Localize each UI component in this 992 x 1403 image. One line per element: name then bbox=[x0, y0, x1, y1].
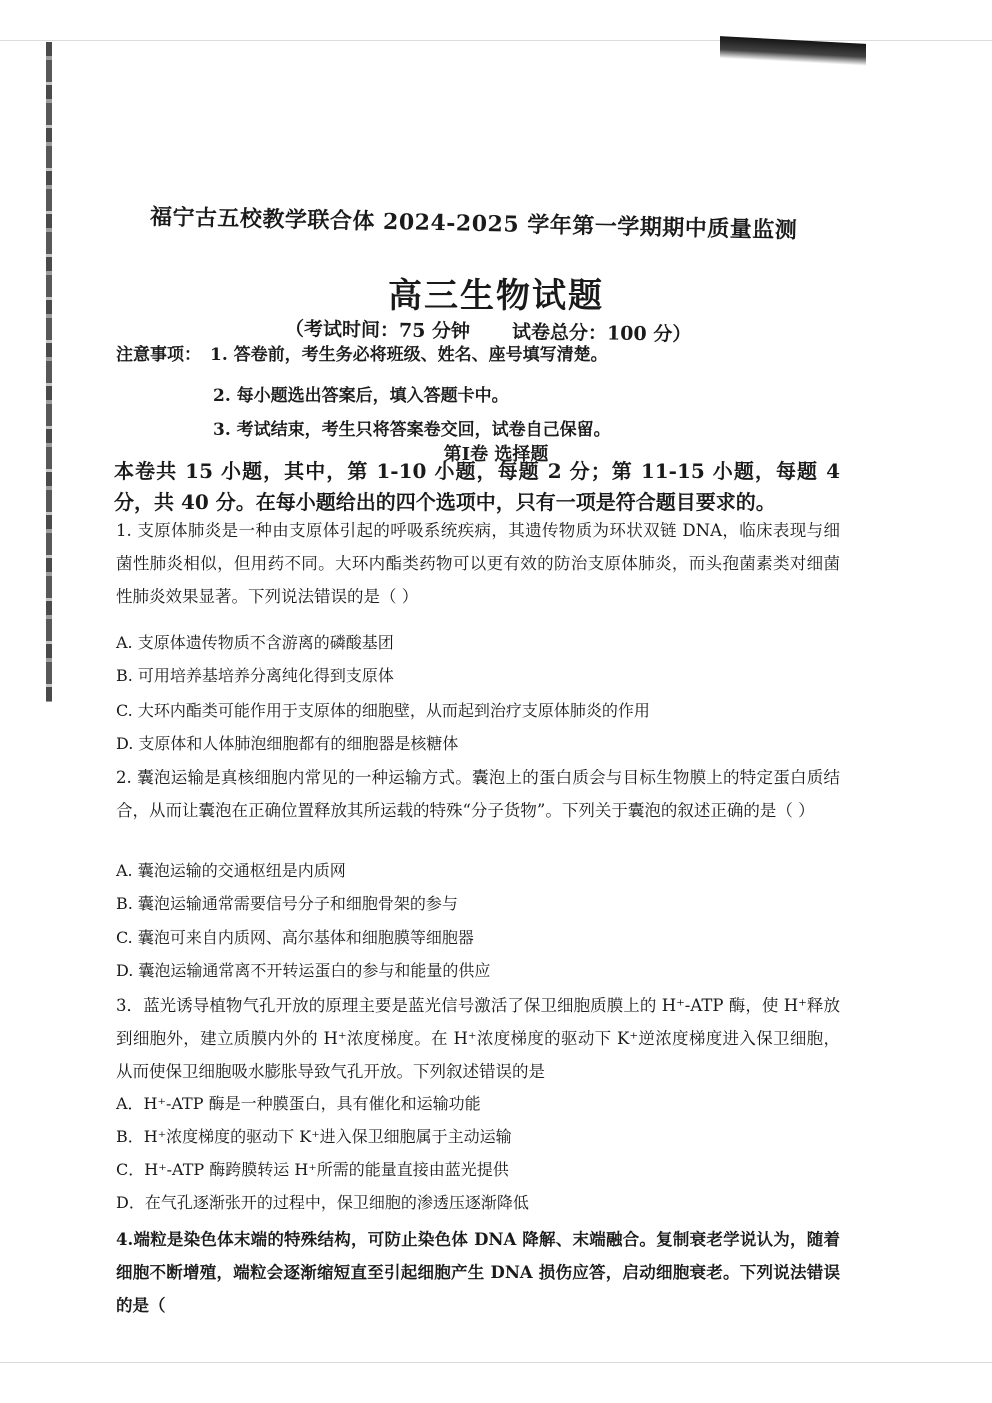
question-option: C. 囊泡可来自内质网、高尔基体和细胞膜等细胞器 bbox=[116, 928, 474, 947]
question-option: C. 大环内酯类可能作用于支原体的细胞壁，从而起到治疗支原体肺炎的作用 bbox=[116, 701, 650, 720]
section-intro: 本卷共 15 小题，其中，第 1-10 小题，每题 2 分；第 11-15 小题，每题 4 分，共 40 分。在每小题给出的四个选项中，只有一项是符合题目要求的。 bbox=[114, 459, 840, 514]
question-option: D. 囊泡运输通常离不开转运蛋白的参与和能量的供应 bbox=[116, 961, 491, 980]
section-title: 第Ⅰ卷 选择题 bbox=[443, 444, 549, 465]
question-stem: 1. 支原体肺炎是一种由支原体引起的呼吸系统疾病，其遗传物质为环状双链 DNA，临床表现与细菌性肺炎相似，但用药不同。大环内酯类药物可以更有效的防治支原体肺炎，而头孢菌素类对细菌性肺炎效果显著。下列说法错误的是（ ） bbox=[116, 521, 840, 606]
question-stem: 3．蓝光诱导植物气孔开放的原理主要是蓝光信号激活了保卫细胞质膜上的 H⁺-ATP 酶，使 H⁺释放到细胞外，建立质膜内外的 H⁺浓度梯度。在 H⁺浓度梯度的驱动下 K⁺逆浓度梯度进入保卫细胞，从而使保卫细胞吸水膨胀导致气孔开放。下列叙述错误的是 bbox=[116, 996, 840, 1081]
note-item: 3. 考试结束，考生只将答案卷交回，试卷自己保留。 bbox=[213, 420, 611, 440]
paper-edge-bottom bbox=[0, 1362, 992, 1363]
question-stem: 4.端粒是染色体末端的特殊结构，可防止染色体 DNA 降解、末端融合。复制衰老学说认为，随着细胞不断增殖，端粒会逐渐缩短直至引起细胞产生 DNA 损伤应答，启动细胞衰老。下列说法错误的是（ bbox=[116, 1230, 840, 1315]
question-option: D．在气孔逐渐张开的过程中，保卫细胞的渗透压逐渐降低 bbox=[116, 1193, 529, 1212]
question-stem: 2. 囊泡运输是真核细胞内常见的一种运输方式。囊泡上的蛋白质会与目标生物膜上的特定蛋白质结合，从而让囊泡在正确位置释放其所运载的特殊“分子货物”。下列关于囊泡的叙述正确的是（ ） bbox=[116, 768, 840, 820]
notes-label: 注意事项： bbox=[116, 345, 201, 365]
question-option: A．H⁺-ATP 酶是一种膜蛋白，具有催化和运输功能 bbox=[116, 1094, 481, 1113]
question-option: C．H⁺-ATP 酶跨膜转运 H⁺所需的能量直接由蓝光提供 bbox=[116, 1160, 509, 1179]
question-option: A. 支原体遗传物质不含游离的磷酸基团 bbox=[116, 633, 394, 652]
question-option: A. 囊泡运输的交通枢纽是内质网 bbox=[116, 861, 346, 880]
question-option: B. 可用培养基培养分离纯化得到支原体 bbox=[116, 666, 394, 685]
exam-total: 试卷总分：100 分） bbox=[511, 321, 692, 346]
note-item: 2. 每小题选出答案后，填入答题卡中。 bbox=[213, 386, 509, 406]
question-option: D. 支原体和人体肺泡细胞都有的细胞器是核糖体 bbox=[116, 734, 459, 753]
question-option: B. 囊泡运输通常需要信号分子和细胞骨架的参与 bbox=[116, 894, 458, 913]
exam-time: （考试时间：75 分钟 bbox=[284, 318, 471, 343]
paper-edge-top bbox=[0, 40, 992, 41]
note-item: 1. 答卷前，考生务必将班级、姓名、座号填写清楚。 bbox=[210, 345, 608, 365]
subject-title: 高三生物试题 bbox=[388, 276, 604, 316]
binding-edge-mark bbox=[46, 42, 52, 702]
question-option: B．H⁺浓度梯度的驱动下 K⁺进入保卫细胞属于主动运输 bbox=[116, 1127, 512, 1146]
exam-title: 福宁古五校教学联合体 2024-2025 学年第一学期期中质量监测 bbox=[149, 204, 798, 244]
